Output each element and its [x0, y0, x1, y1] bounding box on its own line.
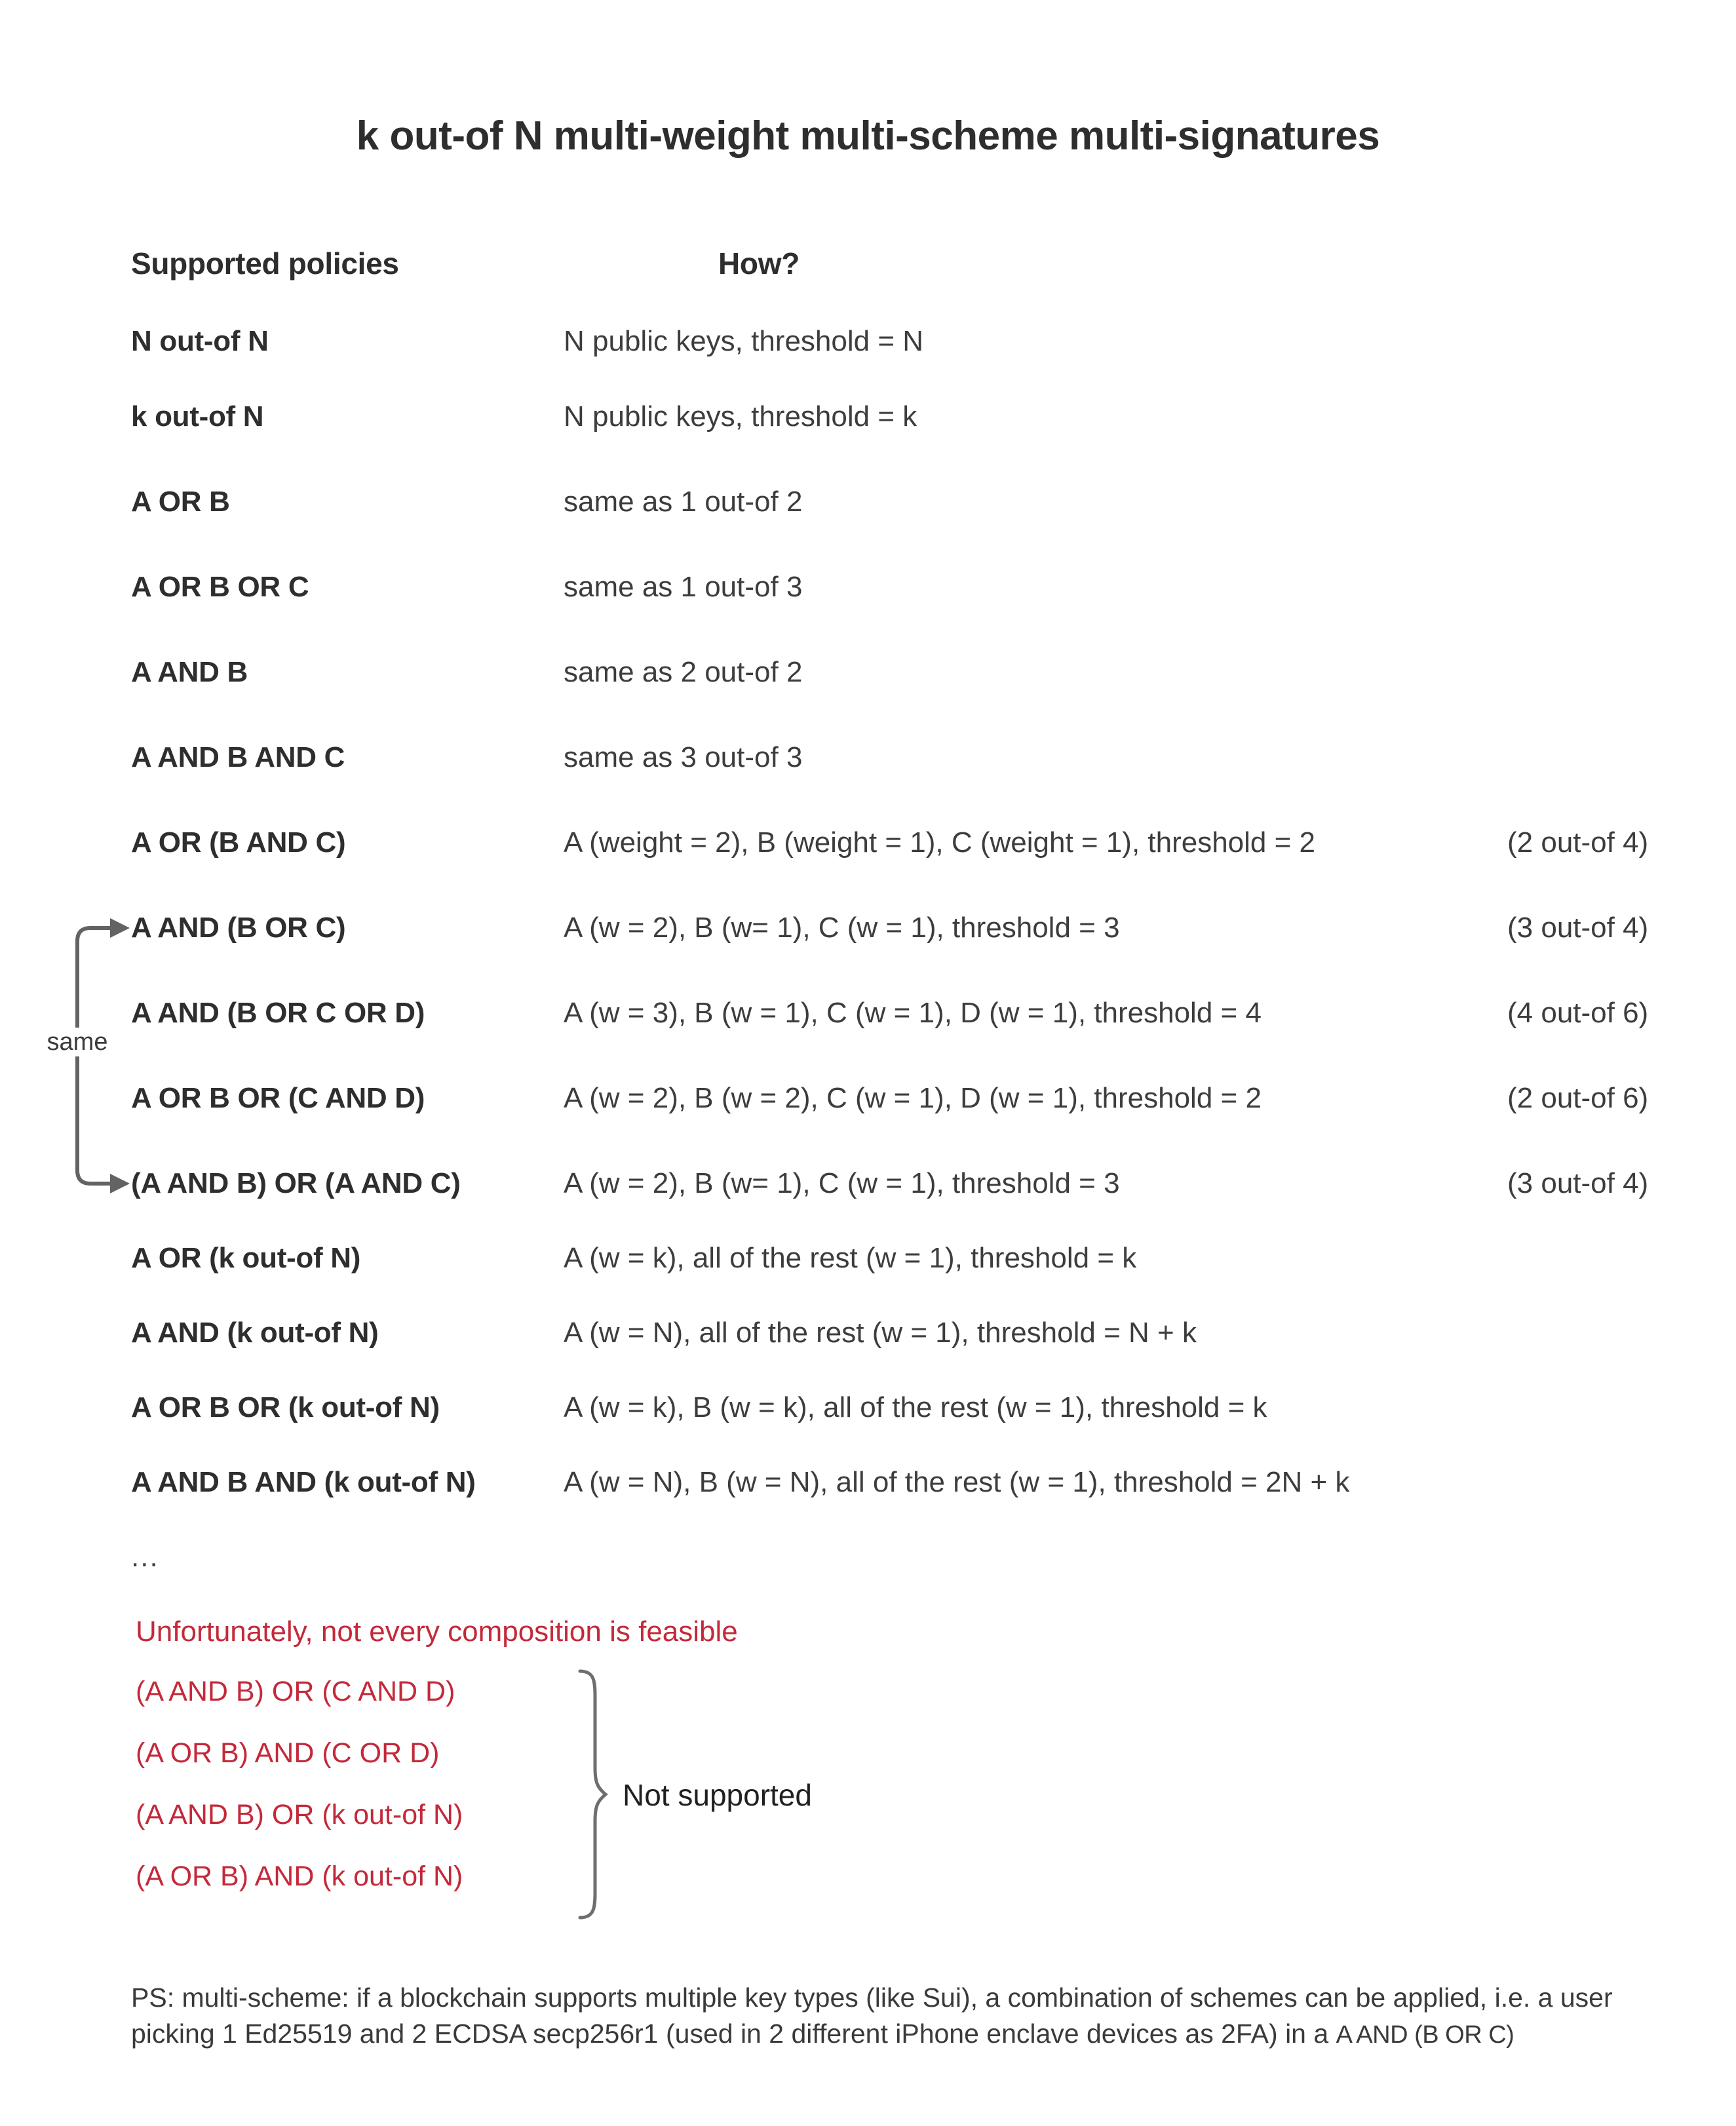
- infeasible-item: (A OR B) AND (k out-of N): [136, 1861, 463, 1892]
- same-label: same: [34, 1028, 121, 1056]
- infeasible-item: (A AND B) OR (C AND D): [136, 1676, 455, 1707]
- how-text: same as 1 out-of 3: [564, 571, 803, 603]
- how-text: A (w = 2), B (w= 1), C (w = 1), threshold = 3: [564, 1167, 1120, 1199]
- table-row: [131, 996, 1691, 1081]
- not-supported-label: Not supported: [623, 1778, 812, 1812]
- policy-label: A AND (B OR C): [131, 912, 346, 944]
- page-title: k out-of N multi-weight multi-scheme multi-signatures: [356, 113, 1380, 159]
- infeasible-heading: Unfortunately, not every composition is feasible: [136, 1615, 738, 1648]
- table-row: [131, 1316, 1691, 1391]
- policy-label: A OR (k out-of N): [131, 1242, 361, 1274]
- table-row: [131, 911, 1691, 996]
- how-text: A (w = 2), B (w= 1), C (w = 1), threshold = 3: [564, 912, 1120, 944]
- table-row: [131, 1241, 1691, 1316]
- table-row: [131, 826, 1691, 911]
- ps-note-text: PS: multi-scheme: if a blockchain supports multiple key types (like Sui), a combination of schemes can be applied, i.e. a user picking 1 Ed25519 and 2 ECDSA secp256r1 (used in 2 different iPhone enclave devices as 2FA) in a: [131, 1982, 1613, 2049]
- policy-label: A OR B OR (C AND D): [131, 1082, 425, 1114]
- how-text: A (w = N), B (w = N), all of the rest (w = 1), threshold = 2N + k: [564, 1466, 1350, 1498]
- policy-label: k out-of N: [131, 400, 264, 433]
- ps-note-formula: A AND (B OR C): [1336, 2021, 1514, 2049]
- how-text: A (w = 3), B (w = 1), C (w = 1), D (w = 1), threshold = 4: [564, 997, 1262, 1029]
- table-row: [131, 1391, 1691, 1465]
- policy-label: A AND B AND C: [131, 741, 345, 773]
- how-text: same as 1 out-of 2: [564, 486, 803, 518]
- infeasible-list: [136, 1675, 463, 1922]
- equivalence-text: (3 out-of 4): [1507, 912, 1649, 944]
- policy-label: A AND B: [131, 656, 248, 688]
- policy-label: A AND (B OR C OR D): [131, 997, 425, 1029]
- how-text: A (weight = 2), B (weight = 1), C (weight = 1), threshold = 2: [564, 826, 1316, 859]
- how-text: A (w = N), all of the rest (w = 1), threshold = N + k: [564, 1317, 1197, 1349]
- curly-brace-icon: [577, 1669, 608, 1920]
- policy-label: A OR B OR C: [131, 571, 309, 603]
- how-text: A (w = 2), B (w = 2), C (w = 1), D (w = 1), threshold = 2: [564, 1082, 1262, 1114]
- table-row: [131, 655, 1691, 741]
- table-row: [131, 570, 1691, 655]
- table-row: [131, 1167, 1691, 1241]
- policy-label: A OR B OR (k out-of N): [131, 1391, 440, 1423]
- equivalence-text: (2 out-of 4): [1507, 826, 1649, 859]
- table-row: [131, 324, 1691, 400]
- how-text: N public keys, threshold = N: [564, 325, 924, 357]
- table-row: [131, 1465, 1691, 1540]
- table-ellipsis: ...: [131, 1541, 159, 1573]
- column-header-supported-policies: Supported policies: [131, 246, 399, 280]
- how-text: A (w = k), B (w = k), all of the rest (w = 1), threshold = k: [564, 1391, 1267, 1423]
- how-text: same as 3 out-of 3: [564, 741, 803, 773]
- equivalence-text: (2 out-of 6): [1507, 1082, 1649, 1114]
- equivalence-text: (4 out-of 6): [1507, 997, 1649, 1029]
- policy-label: A AND (k out-of N): [131, 1317, 379, 1349]
- policy-label: A OR (B AND C): [131, 826, 346, 859]
- policy-label: N out-of N: [131, 325, 269, 357]
- table-row: [131, 1081, 1691, 1167]
- policy-table: [131, 324, 1691, 1579]
- infeasible-item: (A OR B) AND (C OR D): [136, 1737, 440, 1769]
- how-text: same as 2 out-of 2: [564, 656, 803, 688]
- policy-label: (A AND B) OR (A AND C): [131, 1167, 461, 1199]
- column-header-how: How?: [718, 246, 800, 280]
- infeasible-item: (A AND B) OR (k out-of N): [136, 1799, 463, 1830]
- table-row: [131, 741, 1691, 826]
- ps-note: [131, 1980, 1678, 2053]
- table-row: [131, 400, 1691, 485]
- policy-label: A AND B AND (k out-of N): [131, 1466, 476, 1498]
- table-row: [131, 485, 1691, 570]
- how-text: N public keys, threshold = k: [564, 400, 917, 433]
- equivalence-text: (3 out-of 4): [1507, 1167, 1649, 1199]
- how-text: A (w = k), all of the rest (w = 1), threshold = k: [564, 1242, 1137, 1274]
- policy-label: A OR B: [131, 486, 230, 518]
